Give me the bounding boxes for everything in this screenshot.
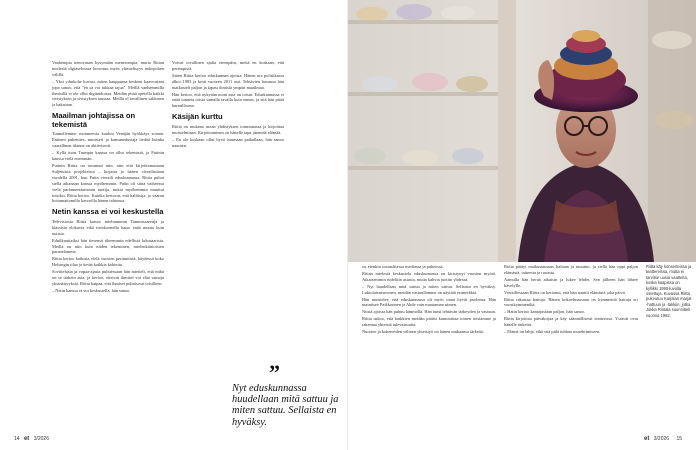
paragraph: Hän kertoo, että nykyään moni asia on toisin. Eduskunnassa ei enää tunneta toisia samalla tavalla kuin ennen, ja sitä hän pitää harmillisena. [172, 91, 284, 109]
paragraph: Voivat oivallinen ajalta eteenpäin, meitä en koskaan, että perempistä. [172, 60, 284, 71]
paragraph: Niistä ajoista hän puhuu lämmöllä. Hän tunsi tehtävän tärkeyden ja vastuun. [362, 309, 496, 315]
right-column-2 [504, 264, 638, 434]
paragraph: Riitan mielestä keskustelu eduskunnassa on kiristynyt vuosien myötä. Aikaisemmin riideltiin asiasta, mutta kahvia juotiin yhdessä. [362, 270, 496, 282]
magazine-logo: et [23, 436, 30, 442]
paragraph: – En ole koskaan ollut hyvä istumaan paikallaan, hän sanoo nauraen. [172, 136, 284, 148]
page-folio-right [641, 436, 682, 442]
portrait-photo [348, 0, 696, 262]
section-subheading: Netin kanssa ei voi keskustella [52, 207, 164, 217]
issue-number: 3/2026 [653, 436, 670, 442]
left-column-2 [172, 60, 284, 360]
paragraph: Putinin Riitta on tavannut niin, niin että kirjoittamastaan Suljetuista projekteista – kirjasta ja hänen vierailustaan vuodella 2001, kun Putin vieraili eduskunnassa. Riitta puhui siellä aikanaan kanssa myöhemmin. Putin oli siinä vaiheessa vielä parlamenttarismin tuntija, mutta myöhemmin muuttui toisiksi, Riitta kertoo. Kuinka kertovat, että hallitsija, jo vaaran hoitamattomilla kasvoilla hänen tahtonsa. [52, 162, 164, 204]
photo-illustration [348, 0, 696, 262]
section-heading: Maailman johtajissa on tekemistä [52, 111, 136, 129]
paragraph: Vieraillessaan Riitta on kertonut, että hän nauttii elämästä joka päivä. [504, 289, 626, 295]
paragraph: Nuorten ja kokeneiden välinen yhteistyö on hänen mukaansa tärkeää. [362, 329, 484, 335]
photo-caption: Riitta käy konserteissa ja teattereissa, mutta ei tarvitse uusia vaatteita, koska kaapissa on kyllikki 1990-luvulla ostettuja. Kuvassa Riitta pukeutuu Karjalan marjat -hattuun ja -takkiin, jotka Jukka Rintala suunnitteli vuonna 1992. [646, 264, 692, 318]
paragraph: Aamulla hän herää aikaisin ja lukee lehdet. Sen jälkeen hän lähtee kävelylle. [504, 276, 638, 288]
paragraph: – Kyllä tuon Trumpin kanssa on ollut tekemistä, ja Putinin kanssa vielä enemmän. [52, 150, 164, 162]
paragraph: Riitta päätyi matkustamaan Italiaan ja muuttui, ja siellä hän oppi paljon elämästä, taiteesta ja ruoasta. [504, 264, 638, 275]
paragraph: Hän muistelee, että eduskunnassa oli myös omat hyvät puolensa. Hän mainitsee Paikkarinen ja Ahde vain muutaman nimen. [362, 296, 496, 308]
paragraph: Tunnollemme ruotuneesta kuuluu Venäjän hyökkäys sotaan. Entinen puhemies, ministeri ja kansanedustaja tiedää kuinka vaarallinen tilanne on aktiivisesti. [52, 131, 164, 149]
paragraph: Sovittelusta ja vapaa-ajasta puhuessaan hän mietteli, että mikä on se tärkein asia, ja kertoo, etteivät ihmiset voi elää samoja yksinäisyyksiä. Riitta kaipaa, että ihmiset puhuisivat toisilleen. [52, 269, 164, 286]
page-number: 15 [676, 436, 682, 442]
left-column-1 [52, 60, 164, 430]
paragraph: Riitta on mukana usean yhdistyksen toiminnassa ja kirjoittaa muistelmiaan. Kirjoittaminen on hänelle tapa jäsentää elämää. [172, 123, 284, 135]
paragraph: Vanhempia nenovasan kysymään menerompia, murta Riitan mielestä digiaselosssa korostuu myös ylimielisyys nakopohen välillä. [52, 60, 164, 77]
page-folio-left [14, 436, 49, 442]
paragraph: Televisiosta Riitta katsoo mieluummin Tammisaarenja ja klassisia elokuvia eikä tietokoneella katso enää muuta kuin uutisia. [52, 218, 164, 236]
section-heading: Käsijän kurttu [172, 112, 223, 122]
paragraph: Riitta uskoo, että kaikkien meidän pitäisi kunnioittaa toinen toisiamme ja rakentaa yhteistä tulevaisuutta. [362, 316, 496, 328]
paragraph: – Hattu kertoo kantajastaan paljon, hän sanoo. [504, 309, 586, 315]
paragraph: Riitta kertoo kaikista vielä vuosien perinnöistä, käydessä koko Helsingin tilaa ja tietää kaikkia kohteita. [52, 256, 164, 268]
magazine-logo: et [644, 436, 650, 442]
paragraph: sa, etenkin sosiaalisessa mediassa ja puheessa. [362, 264, 444, 269]
paragraph: – Elämä on lahja, eikä sitä pidä tuhlata murehtimiseen. [504, 329, 601, 335]
paragraph: Sitten Riitta kertoo eduskunnan ajoista. Hänen ura politiikassa alkoi 1983 ja kesti vuoteen 2011 asti. Tehtävien lomassa hän matkusteli paljon ja tapasi ihmisiä ympäri maailmaa. [172, 72, 284, 90]
paragraph: Riitta rakastaa hattuja. Hänen kokoelmassaan on kymmeniä hattuja eri vuosikymmeniltä. [504, 296, 638, 308]
paragraph: – Nyt huudellaan mitä sattuu ja miten sattuu. Sellaista en hyväksy. Lukiolaisneuvonen, meidän vastuullamme on näyttää esimerkkiä. [362, 283, 496, 295]
quote-mark: ” [269, 360, 280, 385]
page-number: 14 [14, 436, 20, 442]
paragraph: – Netin kanssa ei voi keskustella, hän sanoo. [52, 287, 131, 293]
paragraph: – Yksi ydinkohe kuvasi, miten kauppansa keskeni kaavoistani jopa sanoo, että "en sä voi tukkaa tajua". Meillä vanhemmilla ihmisillä ei ole ollut digitaidoissa. Meidän pitää opetella kaikki sivistyksen ja sivistyksen taustaa. Meillä ol tavallinen saldonen ja hakataan. [52, 78, 164, 108]
issue-number: 3/2026 [33, 436, 49, 442]
paragraph: Riitta kirjoittaa päiväkirjaa ja käy säännöllisesti teatterissa. Ystävät ovat hänelle tärkeitä. [504, 316, 638, 328]
pull-quote: Nyt eduskunnassa huudellaan mitä sattuu ja miten sattuu. Sellaista en hyväksy. [232, 383, 339, 428]
right-column-1 [362, 264, 496, 434]
paragraph: Eduilkuuttaiksi hän tiesensä tiheemmin edellisiä lukusaarista. Meillä on niin kuin niiden tekeminen, mielenkiintoisien paranelamme. [52, 237, 164, 255]
